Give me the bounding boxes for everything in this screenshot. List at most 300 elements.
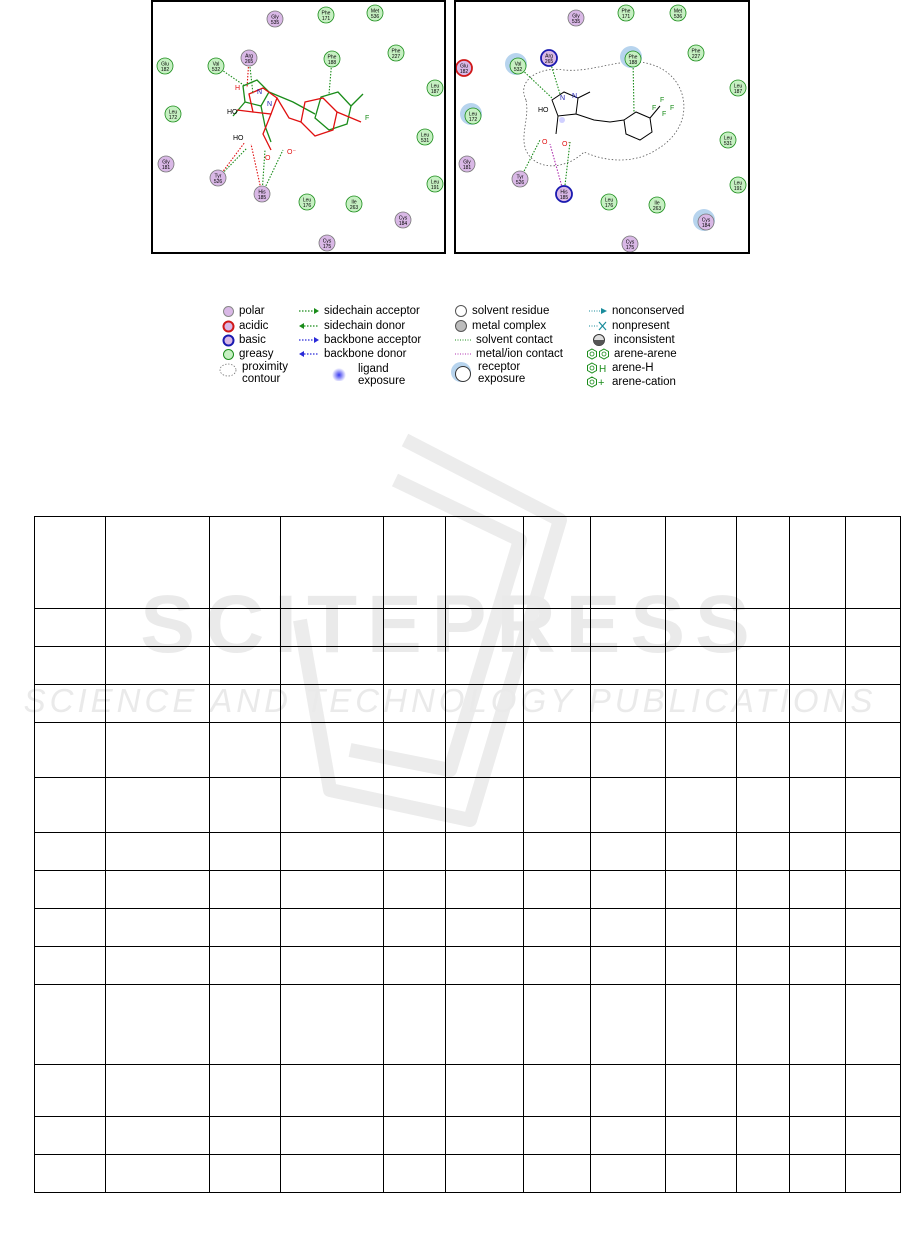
residue-glu-182 — [157, 58, 173, 74]
table-cell — [280, 647, 384, 685]
table-cell — [790, 985, 845, 1065]
polar-swatch-icon — [222, 305, 235, 318]
table-cell — [845, 909, 900, 947]
residue-name: Gly — [463, 159, 471, 166]
residue-number: 191 — [430, 185, 440, 191]
watermark-brand: SCITEPRESS — [140, 579, 760, 670]
residue-gly-181 — [158, 156, 174, 172]
table-cell — [209, 685, 280, 723]
table-cell — [280, 517, 384, 609]
residue-met-536 — [367, 5, 383, 21]
table-cell — [845, 778, 900, 833]
residue-number: 182 — [160, 67, 170, 73]
residue-cys-175 — [319, 235, 335, 251]
table-cell — [591, 723, 666, 778]
table-row — [35, 685, 901, 723]
left-residues — [157, 5, 443, 251]
table-cell — [445, 1155, 524, 1193]
table-cell — [384, 723, 445, 778]
table-cell — [524, 647, 591, 685]
atom-label: HO — [233, 135, 244, 142]
legend-basic: basic — [222, 333, 266, 348]
left-ligand — [227, 80, 369, 162]
right-residues — [456, 5, 746, 252]
atom-label: HO — [227, 109, 238, 116]
atom-label: O⁻ — [287, 149, 297, 156]
residue-leu-187 — [427, 80, 443, 96]
table-cell — [209, 609, 280, 647]
residue-number: 184 — [701, 223, 711, 229]
table-cell — [591, 833, 666, 871]
legend-proximity: proximity contour — [218, 361, 298, 385]
residue-name: Leu — [604, 197, 614, 204]
table-row — [35, 1155, 901, 1193]
atom-label: N — [572, 93, 578, 100]
residue-name: Glu — [161, 61, 169, 68]
svg-text:H: H — [599, 364, 607, 375]
table-cell — [209, 871, 280, 909]
residue-name: Ile — [351, 199, 357, 206]
table-cell — [665, 723, 736, 778]
table-cell — [105, 947, 209, 985]
table-cell — [524, 985, 591, 1065]
residue-number: 531 — [420, 138, 430, 144]
table-cell — [845, 871, 900, 909]
right-contacts — [515, 58, 634, 194]
table-cell — [445, 1117, 524, 1155]
table-cell — [105, 647, 209, 685]
table-cell — [845, 609, 900, 647]
table-cell — [209, 1065, 280, 1117]
residue-name: Val — [514, 61, 522, 68]
residue-name: His — [258, 189, 266, 196]
table-cell — [105, 723, 209, 778]
table-cell — [280, 685, 384, 723]
table-cell — [736, 778, 789, 833]
residue-leu-191 — [427, 176, 443, 192]
legend-metal-ion-contact: metal/ion contact — [454, 347, 563, 362]
table-cell — [35, 647, 106, 685]
table-cell — [35, 517, 106, 609]
svg-text:+: + — [598, 377, 605, 389]
proximity-contour-icon — [218, 361, 238, 377]
residue-number: 531 — [723, 141, 733, 147]
table-cell — [665, 871, 736, 909]
table-cell — [445, 985, 524, 1065]
residue-name: Leu — [168, 109, 178, 116]
table-cell — [35, 685, 106, 723]
table-cell — [591, 985, 666, 1065]
residue-val-532 — [208, 58, 224, 74]
left-contacts — [213, 58, 332, 194]
table-row — [35, 1117, 901, 1155]
residue-glu-182 — [456, 60, 472, 76]
atom-label: O — [542, 139, 548, 146]
table-cell — [280, 909, 384, 947]
right-ligand — [538, 92, 674, 148]
table-cell — [591, 647, 666, 685]
table-cell — [665, 1155, 736, 1193]
residue-number: 176 — [604, 203, 614, 209]
table-cell — [445, 1065, 524, 1117]
legend-metal-complex: metal complex — [454, 319, 546, 334]
table-cell — [591, 1155, 666, 1193]
residue-leu-187 — [730, 80, 746, 96]
table-cell — [384, 833, 445, 871]
residue-name: Leu — [302, 197, 312, 204]
residue-number: 181 — [161, 165, 171, 171]
legend — [218, 303, 708, 395]
table-cell — [384, 647, 445, 685]
table-cell — [736, 1155, 789, 1193]
residue-number: 263 — [652, 206, 662, 212]
table-cell — [209, 909, 280, 947]
atom-label: F — [670, 105, 675, 112]
residue-leu-176 — [601, 194, 617, 210]
legend-receptor-exposure: receptor exposure — [450, 361, 548, 385]
right-diagram-svg — [456, 2, 748, 252]
legend-nonpresent: nonpresent — [588, 319, 670, 334]
table-cell — [105, 609, 209, 647]
residue-number: 185 — [559, 195, 569, 201]
table-cell — [105, 909, 209, 947]
table-cell — [736, 833, 789, 871]
residue-name: Gly — [572, 13, 580, 20]
arene-h-icon — [586, 362, 608, 374]
table-cell — [845, 833, 900, 871]
table-cell — [524, 685, 591, 723]
table-cell — [845, 723, 900, 778]
table-row — [35, 871, 901, 909]
atom-label: F — [652, 105, 657, 112]
residue-val-532 — [505, 53, 527, 75]
table-cell — [105, 1065, 209, 1117]
backbone-donor-arrow-icon — [298, 349, 320, 359]
left-interaction-diagram — [151, 0, 446, 254]
atom-label: HO — [538, 107, 549, 114]
residue-arg-265 — [541, 50, 557, 66]
residue-name: Cys — [398, 215, 408, 222]
table-cell — [445, 947, 524, 985]
residue-leu-191 — [730, 177, 746, 193]
table-cell — [209, 985, 280, 1065]
residue-name: Ile — [654, 200, 660, 207]
table-cell — [665, 647, 736, 685]
residue-number: 265 — [544, 59, 554, 65]
table-cell — [790, 1065, 845, 1117]
table-cell — [35, 909, 106, 947]
table-cell — [280, 1065, 384, 1117]
table-row — [35, 909, 901, 947]
acidic-swatch-icon — [222, 320, 235, 333]
table-cell — [665, 685, 736, 723]
atom-label: F — [660, 97, 665, 104]
table-cell — [35, 778, 106, 833]
table-cell — [445, 871, 524, 909]
legend-greasy: greasy — [222, 347, 274, 362]
residue-number: 175 — [625, 245, 635, 251]
table-cell — [591, 909, 666, 947]
table-cell — [280, 985, 384, 1065]
legend-arene-h: H arene-H — [586, 361, 654, 376]
atom-label: H — [235, 85, 241, 92]
table-cell — [384, 517, 445, 609]
table-row — [35, 778, 901, 833]
table-cell — [845, 517, 900, 609]
table-cell — [790, 685, 845, 723]
table-cell — [665, 947, 736, 985]
table-cell — [105, 778, 209, 833]
legend-sidechain-acceptor: sidechain acceptor — [298, 304, 420, 319]
legend-ligand-exposure: ligand exposure — [330, 363, 418, 387]
residue-met-536 — [670, 5, 686, 21]
table-cell — [280, 723, 384, 778]
residue-name: Leu — [723, 135, 733, 142]
table-cell — [736, 871, 789, 909]
table-cell — [736, 609, 789, 647]
table-cell — [445, 778, 524, 833]
right-interaction-diagram — [454, 0, 750, 254]
residue-number: 182 — [459, 69, 469, 75]
table-cell — [384, 1117, 445, 1155]
residue-name: Tyr — [214, 173, 222, 180]
table-cell — [35, 947, 106, 985]
table-cell — [790, 833, 845, 871]
residue-number: 536 — [370, 14, 380, 20]
residue-phe-227 — [688, 45, 704, 61]
nonconserved-arrow-icon — [588, 306, 608, 316]
atom-label: N — [560, 95, 566, 102]
table-cell — [524, 517, 591, 609]
residue-name: Leu — [468, 111, 478, 118]
residue-number: 265 — [244, 59, 254, 65]
residue-number: 187 — [733, 89, 743, 95]
table-cell — [524, 1065, 591, 1117]
table-cell — [445, 685, 524, 723]
legend-backbone-donor: backbone donor — [298, 347, 406, 362]
table-cell — [105, 833, 209, 871]
table-cell — [384, 871, 445, 909]
residue-leu-531 — [417, 129, 433, 145]
residue-name: Cys — [322, 238, 332, 245]
residue-tyr-526 — [512, 171, 528, 187]
table-cell — [384, 947, 445, 985]
residue-name: Cys — [701, 217, 711, 224]
residue-name: Leu — [733, 180, 743, 187]
legend-acidic: acidic — [222, 319, 268, 334]
table-cell — [524, 778, 591, 833]
residue-arg-265 — [241, 50, 257, 66]
residue-name: Phe — [321, 10, 331, 17]
residue-gly-535 — [568, 10, 584, 26]
residue-number: 526 — [515, 180, 525, 186]
table-cell — [384, 1155, 445, 1193]
table-cell — [736, 647, 789, 685]
table-cell — [790, 609, 845, 647]
residue-number: 171 — [321, 16, 331, 22]
atom-label: O⁻ — [562, 141, 572, 148]
table-cell — [591, 1065, 666, 1117]
table-cell — [665, 517, 736, 609]
residue-leu-176 — [299, 194, 315, 210]
table-cell — [665, 1117, 736, 1155]
residue-his-185 — [556, 186, 572, 202]
table-cell — [736, 723, 789, 778]
table-cell — [790, 517, 845, 609]
residue-name: Met — [370, 8, 380, 15]
table-cell — [524, 723, 591, 778]
residue-number: 176 — [302, 203, 312, 209]
table-cell — [524, 609, 591, 647]
legend-nonconserved: nonconserved — [588, 304, 684, 319]
table-cell — [280, 947, 384, 985]
table-row — [35, 609, 901, 647]
table-cell — [591, 947, 666, 985]
residue-gly-535 — [267, 11, 283, 27]
backbone-acceptor-arrow-icon — [298, 335, 320, 345]
residue-name: Met — [673, 8, 683, 15]
legend-arene-cation: + arene-cation — [586, 375, 676, 390]
sidechain-donor-arrow-icon — [298, 321, 320, 331]
basic-swatch-icon — [222, 334, 235, 347]
table-cell — [105, 1117, 209, 1155]
residue-cys-175 — [622, 236, 638, 252]
metal-complex-icon — [454, 319, 468, 333]
residue-leu-172 — [165, 106, 181, 122]
residue-ile-263 — [649, 197, 665, 213]
residue-number: 532 — [513, 67, 523, 73]
residue-number: 263 — [349, 205, 359, 211]
residue-leu-172 — [460, 103, 482, 125]
residue-number: 172 — [468, 117, 478, 123]
table-cell — [845, 1065, 900, 1117]
table-cell — [736, 685, 789, 723]
table-cell — [790, 1155, 845, 1193]
table-cell — [524, 947, 591, 985]
residue-number: 185 — [257, 195, 267, 201]
table-cell — [105, 517, 209, 609]
table-cell — [845, 647, 900, 685]
table-cell — [790, 647, 845, 685]
residue-name: Val — [212, 61, 220, 68]
residue-cys-184 — [395, 212, 411, 228]
table-cell — [105, 1155, 209, 1193]
left-diagram-svg — [153, 2, 444, 252]
table-cell — [445, 833, 524, 871]
residue-name: Phe — [628, 54, 638, 61]
residue-number: 171 — [621, 14, 631, 20]
table-cell — [524, 1155, 591, 1193]
table-cell — [845, 1117, 900, 1155]
table-cell — [845, 947, 900, 985]
residue-name: Phe — [691, 48, 701, 55]
residue-gly-181 — [459, 156, 475, 172]
residue-leu-531 — [720, 132, 736, 148]
legend-polar: polar — [222, 304, 265, 319]
table-cell — [35, 985, 106, 1065]
residue-number: 536 — [673, 14, 683, 20]
residue-number: 172 — [168, 115, 178, 121]
residue-name: Leu — [733, 83, 743, 90]
residue-name: Cys — [625, 239, 635, 246]
table-cell — [591, 517, 666, 609]
table-cell — [790, 1117, 845, 1155]
table-cell — [445, 723, 524, 778]
residue-number: 188 — [327, 60, 337, 66]
table-cell — [35, 1117, 106, 1155]
residue-phe-188 — [620, 46, 642, 68]
solvent-residue-icon — [454, 304, 468, 318]
residue-phe-171 — [618, 5, 634, 21]
residue-name: His — [560, 189, 568, 196]
table-cell — [384, 1065, 445, 1117]
table-cell — [790, 723, 845, 778]
watermark-tagline: SCIENCE AND TECHNOLOGY PUBLICATIONS — [23, 682, 877, 719]
table-cell — [280, 1117, 384, 1155]
table-cell — [209, 833, 280, 871]
residue-number: 184 — [398, 221, 408, 227]
atom-label: N — [267, 101, 273, 108]
table-cell — [665, 1065, 736, 1117]
table-cell — [736, 985, 789, 1065]
legend-sidechain-donor: sidechain donor — [298, 319, 405, 334]
table-cell — [524, 909, 591, 947]
table-cell — [209, 778, 280, 833]
table-cell — [845, 685, 900, 723]
table-cell — [790, 778, 845, 833]
residue-name: Gly — [271, 14, 279, 21]
residue-name: Leu — [420, 132, 430, 139]
table-cell — [445, 609, 524, 647]
residue-his-185 — [254, 186, 270, 202]
greasy-swatch-icon — [222, 348, 235, 361]
residue-number: 175 — [322, 244, 332, 250]
residue-name: Phe — [391, 48, 401, 55]
table-cell — [384, 685, 445, 723]
residue-name: Glu — [460, 63, 468, 70]
table-cell — [736, 1117, 789, 1155]
legend-solvent-residue: solvent residue — [454, 304, 549, 319]
sidechain-acceptor-arrow-icon — [298, 306, 320, 316]
table-cell — [35, 723, 106, 778]
table-cell — [665, 778, 736, 833]
table-cell — [736, 517, 789, 609]
table-cell — [280, 871, 384, 909]
residue-number: 535 — [571, 19, 581, 25]
legend-inconsistent: inconsistent — [592, 333, 675, 348]
table-cell — [35, 871, 106, 909]
table-cell — [665, 909, 736, 947]
table-cell — [591, 778, 666, 833]
residue-name: Phe — [621, 8, 631, 15]
table-cell — [736, 947, 789, 985]
table-cell — [209, 517, 280, 609]
table-cell — [35, 1155, 106, 1193]
table-cell — [280, 609, 384, 647]
table-cell — [665, 609, 736, 647]
table-cell — [524, 871, 591, 909]
atom-label: O — [265, 155, 271, 162]
table-cell — [280, 833, 384, 871]
residue-name: Leu — [430, 179, 440, 186]
table-cell — [280, 1155, 384, 1193]
table-cell — [790, 909, 845, 947]
residue-number: 227 — [391, 54, 401, 60]
table-row — [35, 947, 901, 985]
table-row — [35, 833, 901, 871]
table-cell — [35, 609, 106, 647]
table-cell — [591, 1117, 666, 1155]
